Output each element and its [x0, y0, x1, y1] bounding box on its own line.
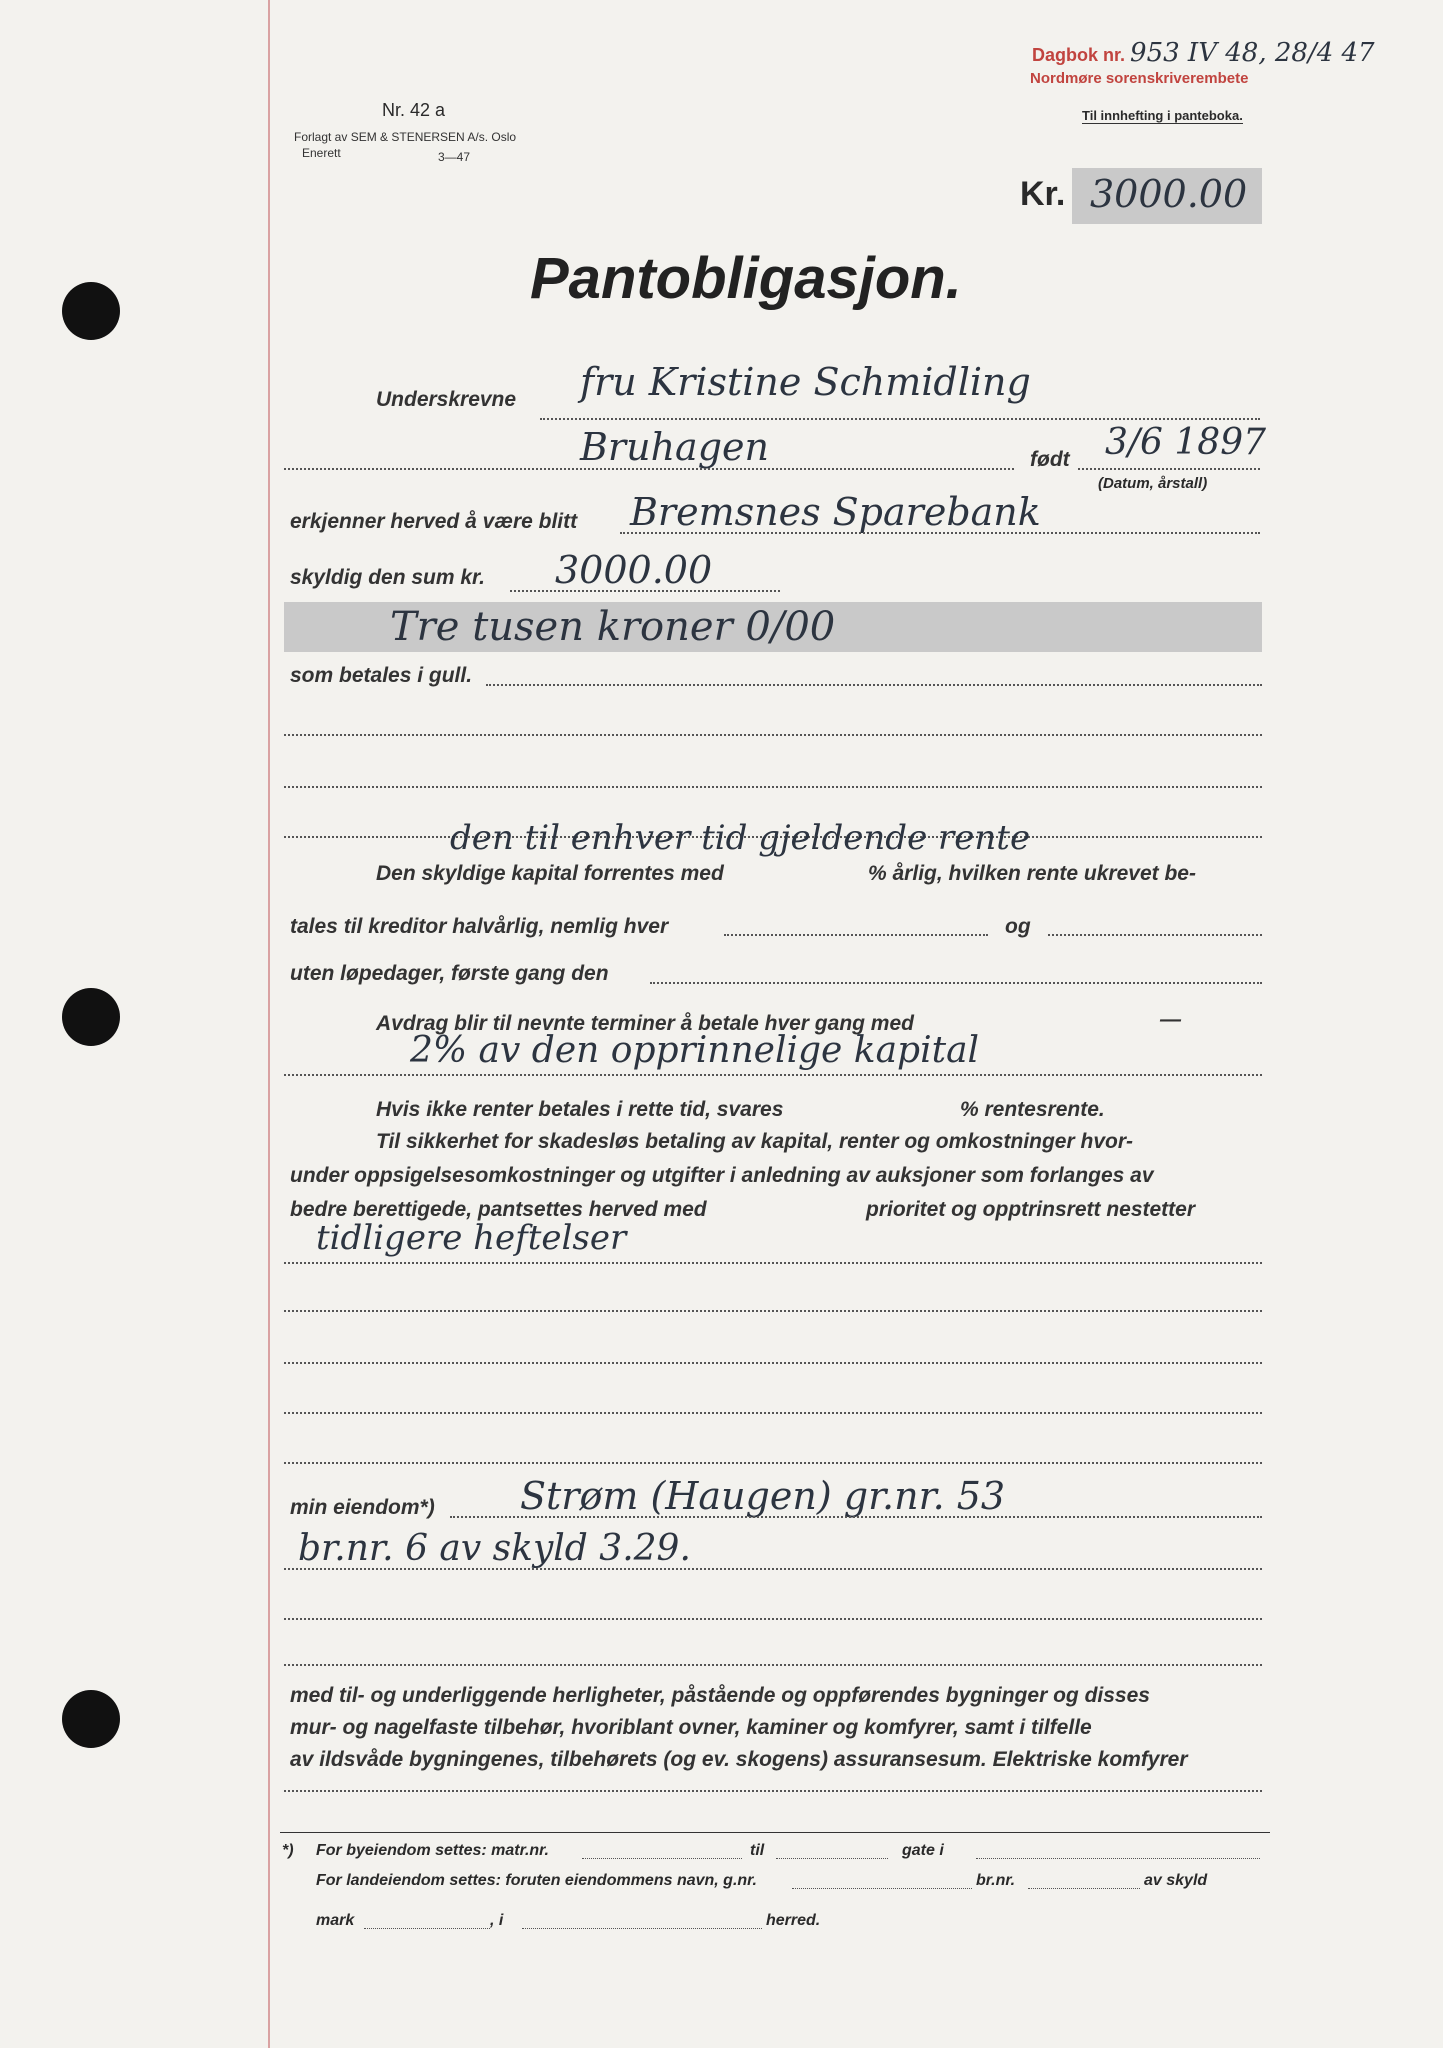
installment-text: Avdrag blir til nevnte terminer å betale hver gang med: [376, 1012, 914, 1035]
blank-line-8: [284, 1618, 1262, 1620]
born-line: [1078, 468, 1260, 470]
blank-line-2: [284, 786, 1262, 788]
creditor-value: Bremsnes Sparebank: [630, 490, 1041, 534]
footnote-marker: *): [282, 1842, 294, 1859]
footnote-city-b: til: [750, 1842, 765, 1859]
footnote-city-a: For byeiendom settes: matr.nr.: [316, 1842, 549, 1859]
footnote-mark-dots-2: [522, 1928, 762, 1929]
form-publisher: Forlagt av SEM & STENERSEN A/s. Oslo: [294, 130, 517, 144]
undersigned-line: [540, 418, 1260, 420]
undersigned-value: fru Kristine Schmidling: [580, 360, 1031, 404]
installment-value: 2% av den opprinnelige kapital: [410, 1030, 980, 1071]
place-line: [284, 468, 1014, 470]
security-line-3b: prioritet og opptrinsrett nestetter: [866, 1198, 1196, 1221]
security-line-1: Til sikkerhet for skadesløs betaling av kapital, renter og omkostninger hvor-: [376, 1130, 1133, 1153]
born-hint: (Datum, årstall): [1098, 475, 1208, 492]
property-value: Strøm (Haugen) gr.nr. 53: [520, 1474, 1006, 1518]
security-line-3a: bedre berettigede, pantsettes herved med: [290, 1198, 707, 1221]
footnote-mark-dots-1: [364, 1928, 490, 1929]
footnote-rural-dots-1: [792, 1888, 972, 1889]
interest-line-2b: og: [1005, 915, 1031, 938]
footnote-rural-b: br.nr.: [976, 1872, 1016, 1889]
footnote-city-c: gate i: [902, 1842, 944, 1859]
late-text-a: Hvis ikke renter betales i rette tid, svares: [376, 1098, 784, 1121]
amount-label: Kr.: [1020, 175, 1066, 213]
document-title: Pantobligasjon.: [530, 246, 962, 311]
property-label: min eiendom*): [290, 1496, 435, 1519]
punch-hole-bottom: [62, 1690, 120, 1748]
closing-line-1: med til- og underliggende herligheter, påstående og oppførendes bygninger og disses: [290, 1684, 1150, 1707]
property-value-2: br.nr. 6 av skyld 3.29.: [298, 1528, 691, 1569]
property-line: [450, 1516, 1262, 1518]
form-number: Nr. 42 a: [382, 100, 446, 120]
margin-rule: [268, 0, 270, 2048]
stamp-label: Dagbok nr.: [1032, 45, 1126, 65]
closing-line-2: mur- og nagelfaste tilbehør, hvoriblant ovner, kaminer og komfyrer, samt i tilfelle: [290, 1716, 1092, 1739]
interest-line-1a: Den skyldige kapital forrentes med: [376, 862, 724, 885]
footnote-city-dots-3: [976, 1858, 1260, 1859]
footnote-mark-c: herred.: [766, 1912, 821, 1929]
footnote-rule: [280, 1832, 1270, 1833]
property-line-2: [284, 1568, 1262, 1570]
closing-line-dots: [284, 1790, 1262, 1792]
interest-line-1b: % årlig, hvilken rente ukrevet be-: [868, 862, 1196, 885]
installment-line: [284, 1074, 1262, 1076]
interest-note: den til enhver tid gjeldende rente: [450, 818, 1031, 858]
blank-line-5: [284, 1362, 1262, 1364]
interest-line-3-dots: [650, 982, 1262, 984]
footnote-rural-c: av skyld: [1144, 1872, 1208, 1889]
interest-line-2-dots: [724, 934, 988, 936]
footnote-city-dots-1: [582, 1858, 742, 1859]
gold-label: som betales i gull.: [290, 664, 473, 687]
blank-line-4: [284, 1310, 1262, 1312]
footnote-city-dots-2: [776, 1858, 888, 1859]
interest-line-2a: tales til kreditor halvårlig, nemlig hver: [290, 915, 669, 938]
footnote-mark-a: mark: [316, 1912, 355, 1929]
born-label: født: [1030, 448, 1070, 471]
debt-line: [510, 590, 780, 592]
acknowledge-label: erkjenner herved å være blitt: [290, 510, 578, 533]
footnote-mark-b: , i: [490, 1912, 504, 1929]
footnote-rural-dots-2: [1028, 1888, 1140, 1889]
installment-dash: —: [1160, 1008, 1181, 1031]
priority-value: tidligere heftelser: [316, 1218, 627, 1258]
registry-stamp: [1032, 38, 1375, 68]
undersigned-label: Underskrevne: [376, 388, 517, 411]
form-date: 3—47: [438, 150, 471, 164]
footnote-rural-a: For landeiendom settes: foruten eiendommens navn, g.nr.: [316, 1872, 757, 1889]
blank-line-1: [284, 734, 1262, 736]
debt-label: skyldig den sum kr.: [290, 566, 485, 589]
blank-line-7: [284, 1462, 1262, 1464]
stamp-journal-number: 953 IV 48, 28/4 47: [1130, 38, 1375, 68]
amount-value: 3000.00: [1090, 172, 1248, 216]
interest-line-3: uten løpedager, første gang den: [290, 962, 609, 985]
punch-hole-top: [62, 282, 120, 340]
priority-line: [284, 1262, 1262, 1264]
late-text-b: % rentesrente.: [960, 1098, 1105, 1121]
blank-line-6: [284, 1412, 1262, 1414]
punch-hole-middle: [62, 988, 120, 1046]
interest-line-2b-dots: [1048, 934, 1262, 936]
blank-line-9: [284, 1664, 1262, 1666]
stamp-office: Nordmøre sorenskriverembete: [1030, 70, 1249, 87]
security-line-2: under oppsigelsesomkostninger og utgifter i anledning av auksjoner som forlanges av: [290, 1164, 1154, 1187]
gold-line: [486, 684, 1262, 686]
debt-value: 3000.00: [555, 548, 713, 592]
form-publisher-note: Enerett: [302, 146, 341, 160]
creditor-line: [620, 532, 1260, 534]
born-value: 3/6 1897: [1105, 422, 1266, 463]
binding-note: Til innhefting i panteboka.: [1082, 108, 1243, 123]
amount-words: Tre tusen kroner 0/00: [390, 604, 836, 650]
closing-line-3: av ildsvåde bygningenes, tilbehørets (og ev. skogens) assuransesum. Elektriske komfyrer: [290, 1748, 1188, 1771]
place-value: Bruhagen: [580, 425, 769, 469]
